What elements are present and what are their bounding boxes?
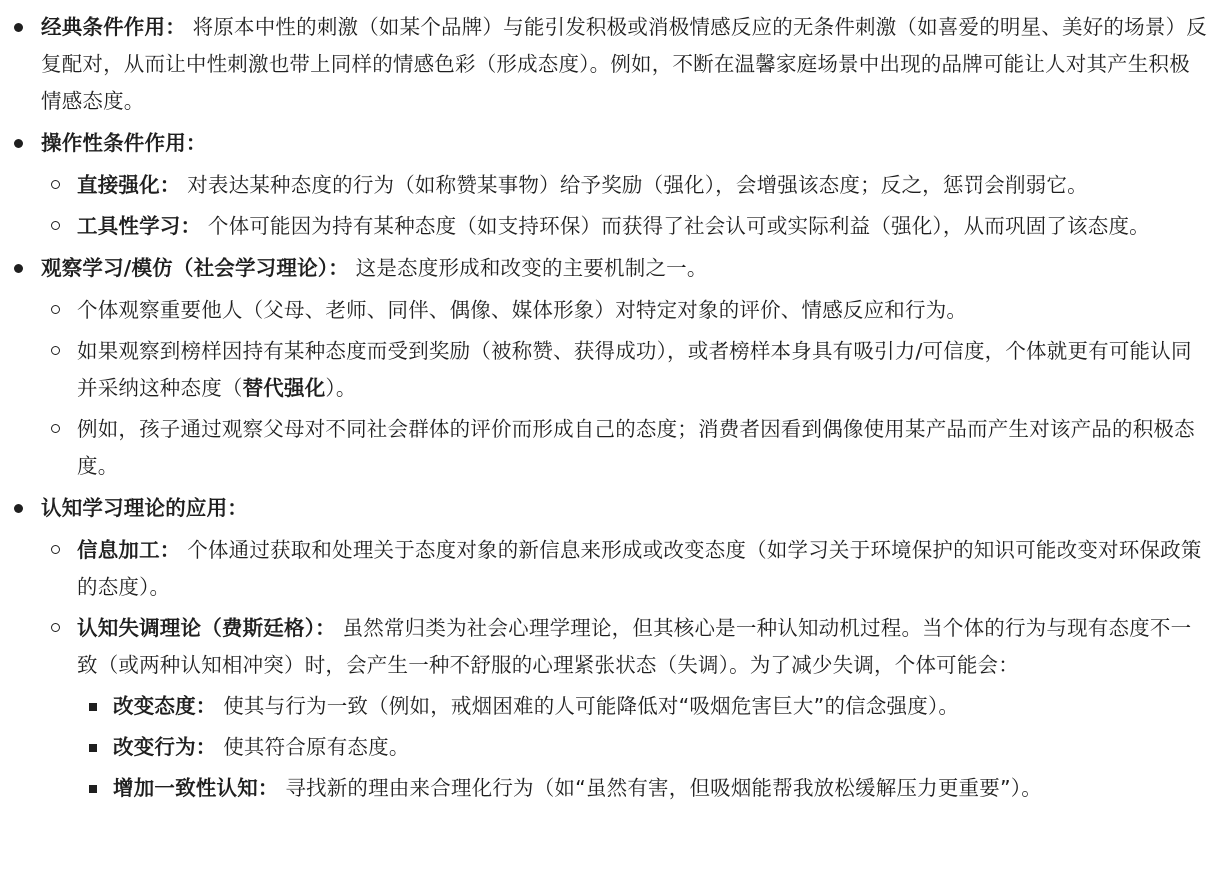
item-title: 认知失调理论（费斯廷格）：	[77, 616, 336, 640]
sub-item-cognitive-dissonance	[0, 610, 1208, 807]
sub-sub-list	[77, 688, 1208, 807]
sub-sub-item-add-consonant-cognition	[0, 770, 1208, 807]
item-text: 寻找新的理由来合理化行为（如“虽然有害，但吸烟能帮我放松缓解压力更重要”）。	[278, 776, 1042, 800]
sub-list	[41, 292, 1208, 485]
circle-bullet-icon	[51, 346, 60, 355]
item-title: 工具性学习：	[77, 214, 202, 238]
item-text: 使其符合原有态度。	[216, 735, 410, 759]
circle-bullet-icon	[51, 545, 60, 554]
square-bullet-icon	[89, 703, 97, 711]
sub-item-observe-others	[0, 292, 1208, 329]
item-title: 认知学习理论的应用：	[41, 496, 248, 520]
circle-bullet-icon	[51, 424, 60, 433]
list-item-operant-conditioning	[0, 125, 1208, 245]
list-item-observational-learning	[0, 250, 1208, 485]
sub-item-vicarious-reinforcement	[0, 333, 1208, 407]
square-bullet-icon	[89, 785, 97, 793]
item-text: 将原本中性的刺激（如某个品牌）与能引发积极或消极情感反应的无条件刺激（如喜爱的明星、美好的场景）反复配对，从而让中性刺激也带上同样的情感色彩（形成态度）。例如，不断在温馨家庭场景中出现的品牌可能让人对其产生积极情感态度。	[41, 15, 1207, 113]
item-title: 经典条件作用：	[41, 15, 186, 39]
disc-bullet-icon	[14, 264, 23, 273]
item-text: 个体观察重要他人（父母、老师、同伴、偶像、媒体形象）对特定对象的评价、情感反应和行为。	[77, 298, 968, 322]
circle-bullet-icon	[51, 305, 60, 314]
item-title: 改变态度：	[113, 694, 217, 718]
disc-bullet-icon	[14, 504, 23, 513]
sub-sub-item-change-attitude	[0, 688, 1208, 725]
sub-item-example	[0, 411, 1208, 485]
item-text: 使其与行为一致（例如，戒烟困难的人可能降低对“吸烟危害巨大”的信念强度）。	[216, 694, 960, 718]
list-item-cognitive-learning	[0, 490, 1208, 807]
item-bold-term: 替代强化	[242, 376, 326, 400]
disc-bullet-icon	[14, 23, 23, 32]
item-text-tail: ）。	[325, 376, 357, 400]
item-text: 个体通过获取和处理关于态度对象的新信息来形成或改变态度（如学习关于环境保护的知识可能改变对环保政策的态度）。	[77, 538, 1202, 599]
circle-bullet-icon	[51, 623, 60, 632]
sub-item-direct-reinforcement	[0, 167, 1208, 204]
sub-sub-item-change-behavior	[0, 729, 1208, 766]
item-title: 操作性条件作用：	[41, 131, 207, 155]
sub-item-information-processing	[0, 532, 1208, 606]
item-text: 对表达某种态度的行为（如称赞某事物）给予奖励（强化），会增强该态度；反之，惩罚会削弱它。	[180, 173, 1088, 197]
list-item-classical-conditioning	[0, 9, 1208, 120]
circle-bullet-icon	[51, 221, 60, 230]
square-bullet-icon	[89, 744, 97, 752]
item-title: 观察学习/模仿（社会学习理论）：	[41, 256, 349, 280]
sub-item-instrumental-learning	[0, 208, 1208, 245]
item-title: 信息加工：	[77, 538, 181, 562]
item-text: 虽然常归类为社会心理学理论，但其核心是一种认知动机过程。当个体的行为与现有态度不一致（或两种认知相冲突）时，会产生一种不舒服的心理紧张状态（失调）。为了减少失调，个体可能会：	[77, 616, 1192, 677]
circle-bullet-icon	[51, 180, 60, 189]
item-text: 个体可能因为持有某种态度（如支持环保）而获得了社会认可或实际利益（强化），从而巩固了该态度。	[201, 214, 1150, 238]
sub-list	[41, 167, 1208, 245]
item-text: 这是态度形成和改变的主要机制之一。	[348, 256, 708, 280]
sub-list	[41, 532, 1208, 807]
disc-bullet-icon	[14, 139, 23, 148]
bullet-list	[0, 9, 1208, 807]
item-title: 直接强化：	[77, 173, 181, 197]
item-title: 增加一致性认知：	[113, 776, 279, 800]
item-text: 如果观察到榜样因持有某种态度而受到奖励（被称赞、获得成功），或者榜样本身具有吸引力/可信度，个体就更有可能认同并采纳这种态度（	[77, 339, 1192, 400]
item-title: 改变行为：	[113, 735, 217, 759]
item-text: 例如，孩子通过观察父母对不同社会群体的评价而形成自己的态度；消费者因看到偶像使用某产品而产生对该产品的积极态度。	[77, 417, 1195, 478]
